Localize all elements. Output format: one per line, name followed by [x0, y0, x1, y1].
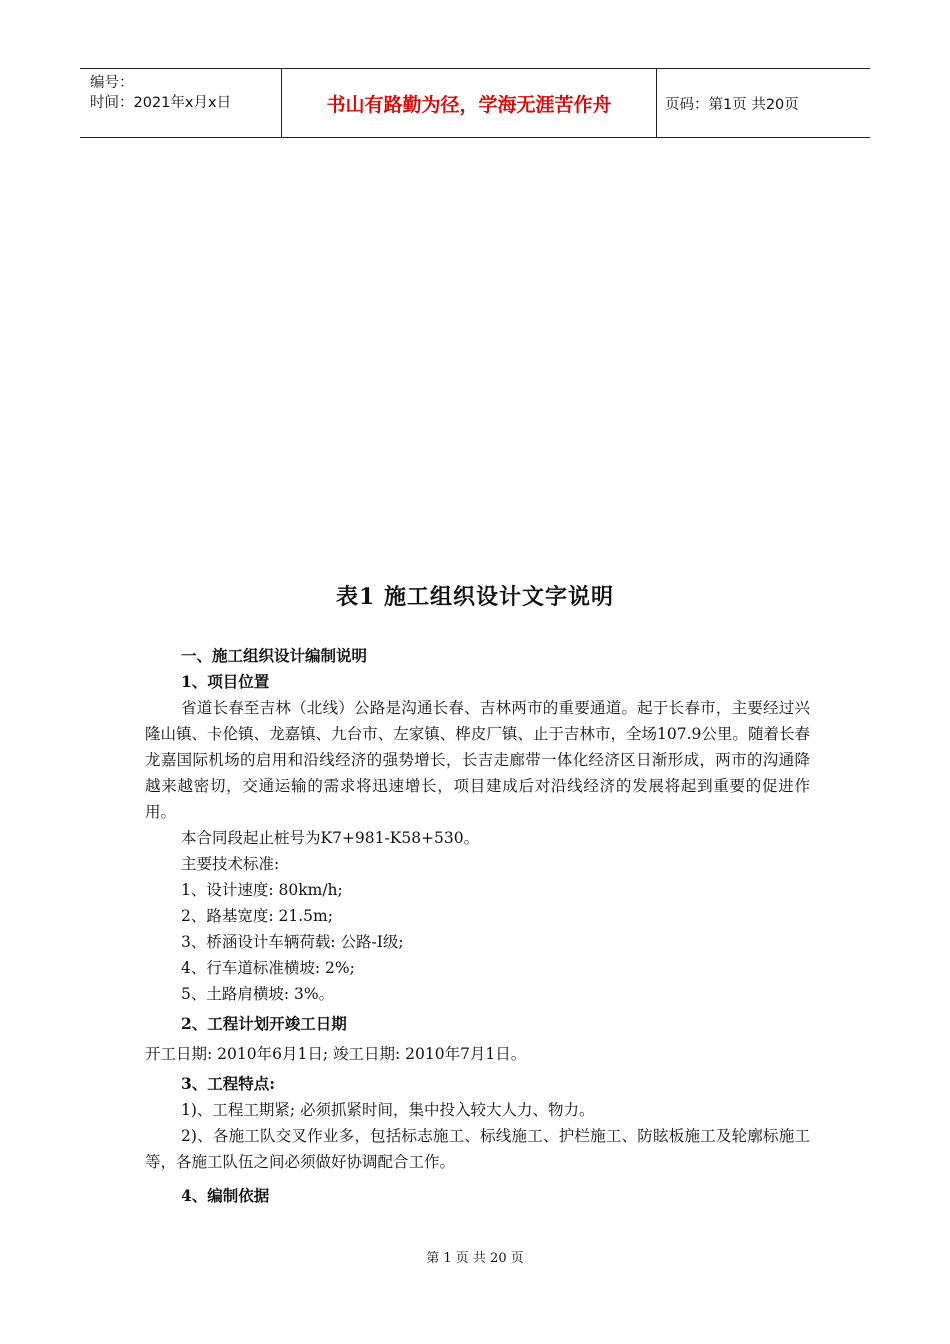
list-item: 4、行车道标准横坡: 2%;	[181, 959, 355, 977]
page-header	[80, 68, 870, 138]
paragraph: 本合同段起止桩号为K7+981-K58+530。	[181, 829, 480, 847]
paragraph: 主要技术标准:	[181, 855, 280, 873]
subsection-heading: 1、项目位置	[181, 672, 270, 691]
subsection-heading: 4、编制依据	[181, 1186, 270, 1205]
section-heading: 一、施工组织设计编制说明	[181, 646, 368, 665]
subsection-heading: 2、工程计划开竣工日期	[181, 1014, 347, 1033]
header-motto: 书山有路勤为径，学海无涯苦作舟	[282, 69, 657, 137]
subsection-heading: 3、工程特点:	[181, 1074, 276, 1093]
list-item: 5、土路肩横坡: 3%。	[181, 985, 335, 1003]
list-item: 1、设计速度: 80km/h;	[181, 881, 343, 899]
document-time-label: 时间：2021年x月x日	[90, 95, 232, 111]
page-footer: 第 1 页 共 20 页	[426, 1251, 524, 1266]
document-body	[145, 643, 810, 1209]
list-item: 2、路基宽度: 21.5m;	[181, 907, 333, 925]
list-item: 2)、各施工队交叉作业多，包括标志施工、标线施工、护栏施工、防眩板施工及轮廓标施工等，各施工队伍之间必须做好协调配合工作。	[145, 1127, 810, 1171]
paragraph: 开工日期: 2010年6月1日; 竣工日期: 2010年7月1日。	[145, 1045, 527, 1063]
paragraph: 省道长春至吉林（北线）公路是沟通长春、吉林两市的重要通道。起于长春市，主要经过兴隆山镇、卡伦镇、龙嘉镇、九台市、左家镇、桦皮厂镇、止于吉林市，全场107.9公里。随着长春龙嘉国际机场的启用和沿线经济的强势增长，长吉走廊带一体化经济区日渐形成，两市的沟通降越来越密切，交通运输的需求将迅速增长，项目建成后对沿线经济的发展将起到重要的促进作用。	[145, 699, 810, 821]
header-meta	[80, 69, 282, 137]
document-title: 表1 施工组织设计文字说明	[336, 584, 614, 610]
header-page-info: 页码：第1页 共20页	[665, 96, 799, 113]
document-number-label: 编号：	[90, 75, 134, 91]
list-item: 3、桥涵设计车辆荷载: 公路-I级;	[181, 933, 404, 951]
list-item: 1)、工程工期紧; 必须抓紧时间，集中投入较大人力、物力。	[181, 1101, 595, 1119]
